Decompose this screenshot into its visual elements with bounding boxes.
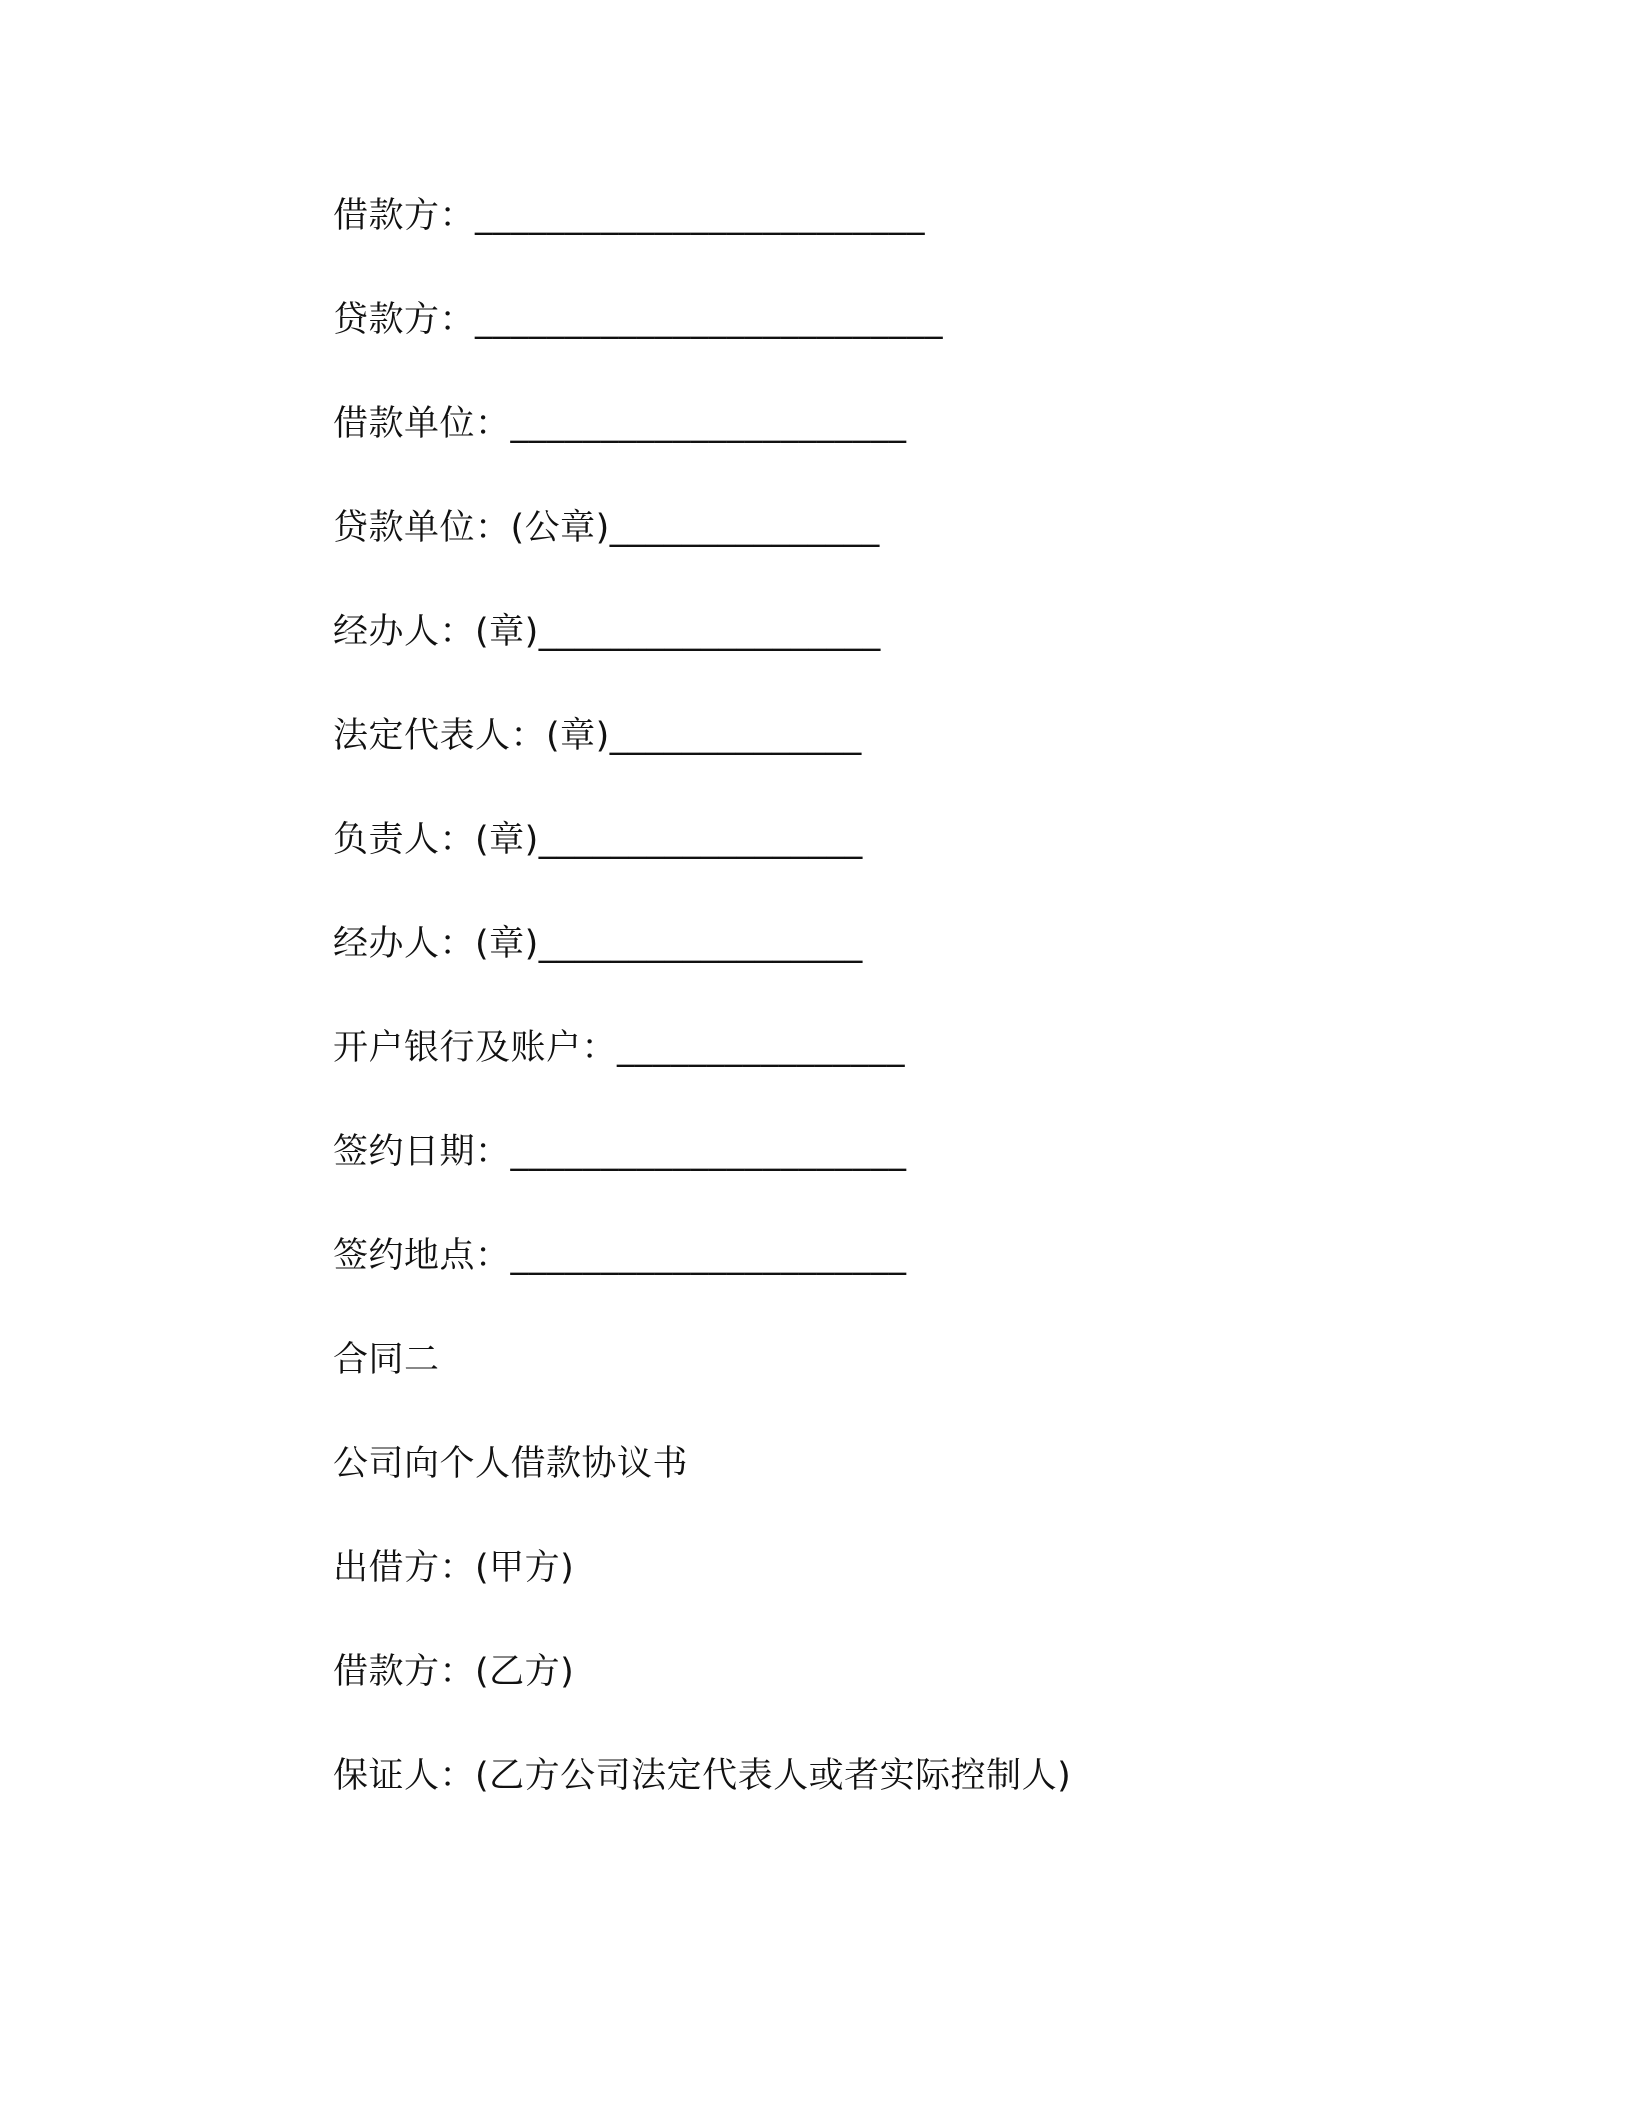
bank-account-line: 开户银行及账户：________________ (333, 1028, 906, 1068)
borrower-line: 借款方：_________________________ (333, 196, 926, 236)
legal-representative-seal-line: 法定代表人：(章)______________ (333, 716, 862, 756)
agreement-title: 公司向个人借款协议书 (333, 1444, 689, 1484)
guarantor-line: 保证人：(乙方公司法定代表人或者实际控制人) (333, 1756, 1072, 1796)
lender-party-line: 出借方：(甲方) (333, 1548, 575, 1588)
contract-two-heading: 合同二 (333, 1340, 440, 1380)
document-body (333, 188, 1433, 1852)
signing-date-line: 签约日期：______________________ (333, 1132, 907, 1172)
handler-seal-line: 经办人：(章)___________________ (333, 612, 881, 652)
signing-place-line: 签约地点：______________________ (333, 1236, 907, 1276)
responsible-person-seal-line: 负责人：(章)__________________ (333, 820, 863, 860)
lender-line: 贷款方：__________________________ (333, 300, 944, 340)
borrower-party-line: 借款方：(乙方) (333, 1652, 575, 1692)
lending-unit-seal-line: 贷款单位：(公章)_______________ (333, 508, 880, 548)
handler-seal-line-2: 经办人：(章)__________________ (333, 924, 863, 964)
borrowing-unit-line: 借款单位：______________________ (333, 404, 907, 444)
